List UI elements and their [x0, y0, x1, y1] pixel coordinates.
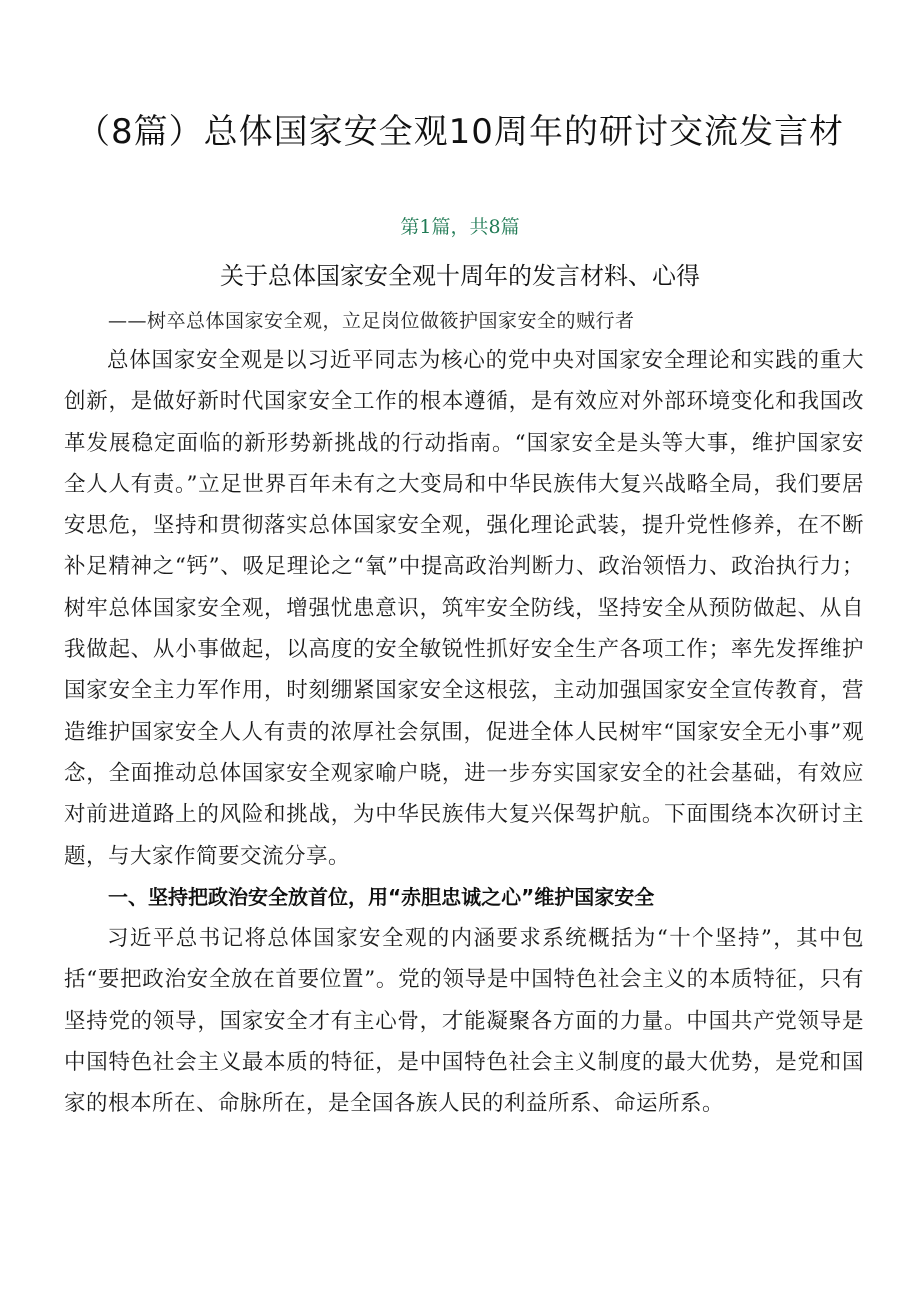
- body-paragraph: 习近平总书记将总体国家安全观的内涵要求系统概括为“十个坚持”，其中包括“要把政治安全放在首要位置”。党的领导是中国特色社会主义的本质特征，只有坚持党的领导，国家安全才有主心骨，才能凝聚各方面的力量。中国共产党领导是中国特色社会主义最本质的特征，是中国特色社会主义制度的最大优势，是党和国家的根本所在、命脉所在，是全国各族人民的利益所系、命运所系。: [64, 926, 864, 1117]
- body-paragraph: 总体国家安全观是以习近平同志为核心的党中央对国家安全理论和实践的重大创新，是做好新时代国家安全工作的根本遵循，是有效应对外部环境变化和我国改革发展稳定面临的新形势新挑战的行动指南。“国家安全是头等大事，维护国家安全人人有责。”立足世界百年未有之大变局和中华民族伟大复兴战略全局，我们要居安思危，坚持和贯彻落实总体国家安全观，强化理论武装，提升党性修养，在不断补足精神之“钙”、吸足理论之“氧”中提高政治判断力、政治领悟力、政治执行力；树牢总体国家安全观，增强忧患意识，筑牢安全防线，坚持安全从预防做起、从自我做起、从小事做起，以高度的安全敏锐性抓好安全生产各项工作；率先发挥维护国家安全主力军作用，时刻绷紧国家安全这根弦，主动加强国家安全宣传教育，营造维护国家安全人人有责的浓厚社会氛围，促进全体人民树牢“国家安全无小事”观念，全面推动总体国家安全观家喻户晓，进一步夯实国家安全的社会基础，有效应对前进道路上的风险和挑战，为中华民族伟大复兴保驾护航。下面围绕本次研讨主题，与大家作简要交流分享。: [64, 348, 864, 869]
- part-indicator: 第1篇，共8篇: [400, 216, 520, 238]
- section-title: 关于总体国家安全观十周年的发言材料、心得: [220, 262, 700, 290]
- section-heading: 一、坚持把政治安全放首位，用“赤胆忠诚之心”维护国家安全: [108, 884, 655, 909]
- document-body: [64, 340, 864, 1125]
- subtitle: ——树卒总体国家安全观，立足岗位做筱护国家安全的贼行者: [108, 310, 635, 332]
- document-title: （8篇）总体国家安全观10周年的研讨交流发言材: [76, 112, 844, 152]
